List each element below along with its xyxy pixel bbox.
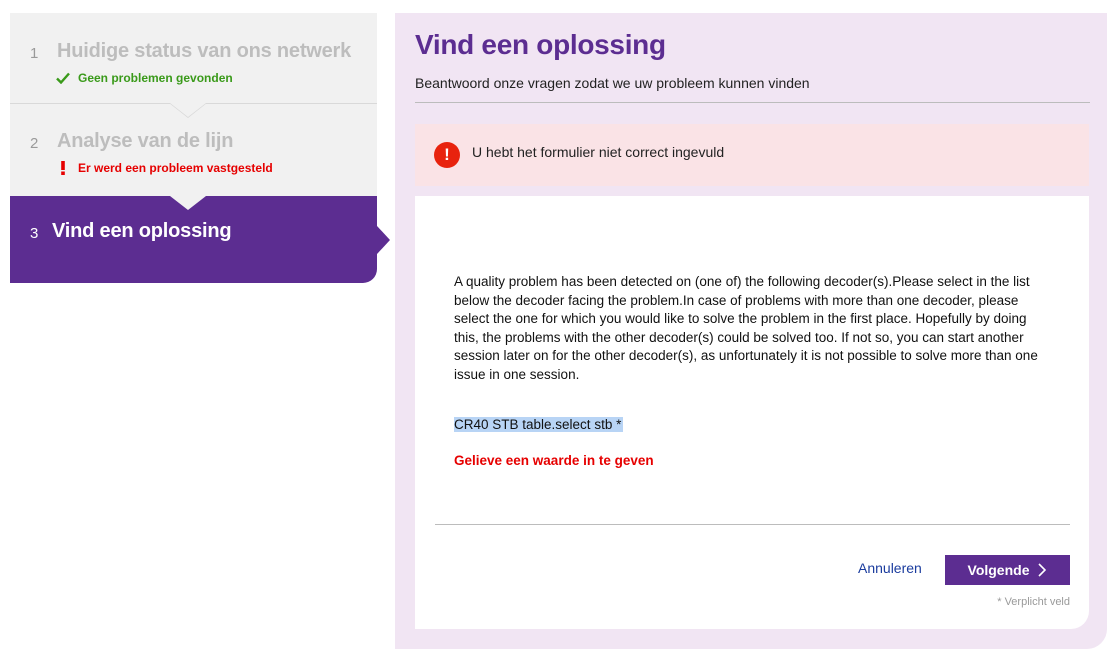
exclamation-icon: [56, 161, 70, 175]
next-button-label: Volgende: [967, 562, 1030, 578]
required-field-note: * Verplicht veld: [997, 596, 1070, 608]
step-2-status-text: Er werd een probleem vastgesteld: [78, 161, 273, 175]
cancel-link[interactable]: Annuleren: [858, 560, 922, 576]
step-1-title: Huidige status van ons netwerk: [57, 40, 352, 62]
chevron-right-icon: [1037, 563, 1047, 577]
step-3-number: 3: [30, 225, 39, 242]
stepper: [10, 13, 377, 283]
step-divider-notch: [170, 103, 206, 117]
step-2-number: 2: [30, 135, 39, 152]
page-title: Vind een oplossing: [415, 29, 666, 60]
checkmark-icon: [56, 71, 70, 85]
step-2-title: Analyse van de lijn: [57, 130, 234, 152]
alert-icon: !: [434, 142, 460, 168]
decoder-select-label[interactable]: CR40 STB table.select stb *: [454, 417, 622, 432]
step-2-status: [56, 161, 273, 175]
step-3-title: Vind een oplossing: [52, 220, 232, 242]
page-subtitle: Beantwoord onze vragen zodat we uw probleem kunnen vinden: [415, 75, 810, 91]
step-divider-notch: [170, 196, 206, 210]
field-error-message: Gelieve een waarde in te geven: [454, 453, 654, 468]
step-1-number: 1: [30, 45, 39, 62]
main-panel: [395, 13, 1107, 649]
alert-message: U hebt het formulier niet correct ingevuld: [472, 144, 725, 160]
next-button[interactable]: [945, 555, 1070, 585]
step-1[interactable]: [10, 13, 377, 104]
error-alert: [415, 124, 1089, 186]
step-1-status-text: Geen problemen gevonden: [78, 71, 233, 85]
form-card: [415, 196, 1089, 629]
form-divider: [435, 524, 1070, 525]
divider: [415, 102, 1090, 103]
step-1-status: [56, 71, 233, 85]
active-step-arrow: [377, 226, 390, 254]
decoder-description: A quality problem has been detected on (one of) the following decoder(s).Please select in the list below the decoder facing the problem.In case of problems with more than one decoder, please select the one for which you would like to solve the problem in the first place. Hopefully by doing this, the problems with the other decoder(s) could be solved too. If not so, you can start another session later on for the other decoder(s), as unfortunately it is not possible to solve more than one issue in one session.: [454, 274, 1038, 382]
